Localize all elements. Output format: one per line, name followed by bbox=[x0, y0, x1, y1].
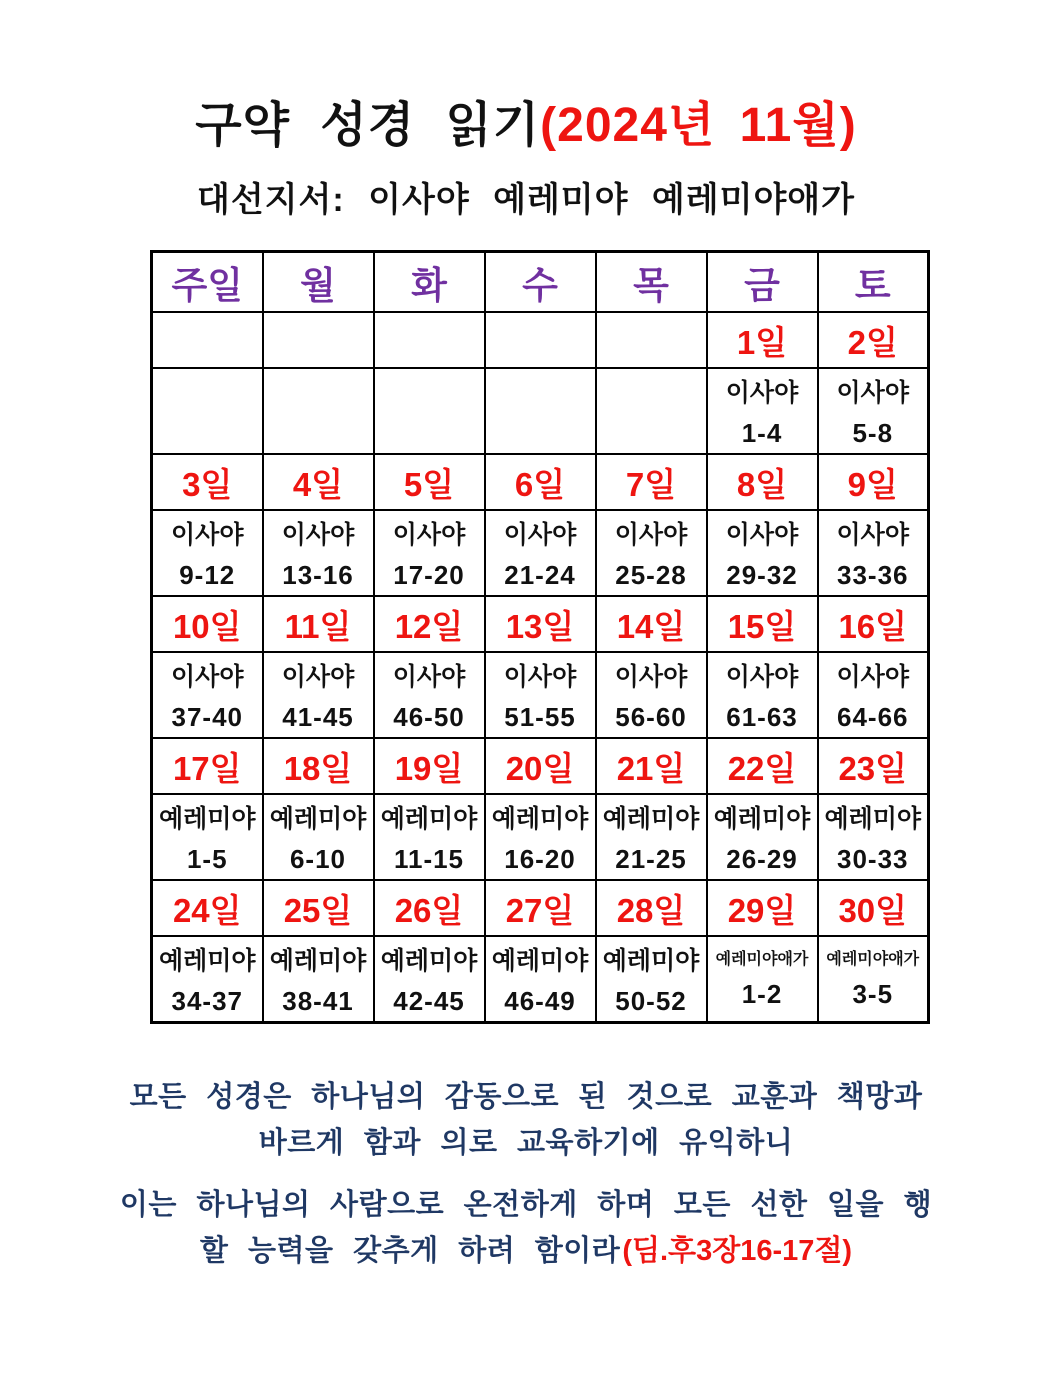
reading-chapter-range: 3-5 bbox=[852, 979, 894, 1009]
reading-row bbox=[152, 510, 929, 596]
weekday-header-row bbox=[152, 252, 929, 313]
reading-book-label: 예레미야 bbox=[602, 947, 700, 975]
reading-book-label: 예레미야 bbox=[491, 947, 589, 975]
day-number-cell: 3일 bbox=[152, 454, 263, 510]
reading-chapter-range: 29-32 bbox=[726, 560, 798, 590]
reading-book-label: 예레미야 bbox=[602, 805, 700, 833]
empty-reading-cell bbox=[485, 368, 596, 454]
day-number-cell: 5일 bbox=[374, 454, 485, 510]
empty-reading-cell bbox=[374, 368, 485, 454]
reading-book-label: 이사야 bbox=[836, 663, 909, 691]
reading-book-label: 이사야 bbox=[836, 521, 909, 549]
day-number-cell: 10일 bbox=[152, 596, 263, 652]
day-number-cell: 28일 bbox=[596, 880, 707, 936]
reading-cell bbox=[818, 652, 929, 738]
reading-cell bbox=[707, 368, 818, 454]
reading-book-label: 이사야 bbox=[392, 521, 466, 549]
reading-book-label: 이사야 bbox=[281, 663, 355, 691]
reading-book-label: 예레미야 bbox=[158, 947, 256, 975]
day-number-cell: 8일 bbox=[707, 454, 818, 510]
reading-row bbox=[152, 368, 929, 454]
reading-cell bbox=[485, 510, 596, 596]
reading-cell bbox=[374, 936, 485, 1023]
day-number-cell: 12일 bbox=[374, 596, 485, 652]
day-number-row bbox=[152, 596, 929, 652]
day-number-cell: 18일 bbox=[263, 738, 374, 794]
reading-chapter-range: 34-37 bbox=[171, 986, 243, 1016]
reading-cell bbox=[485, 652, 596, 738]
reading-book-label: 이사야 bbox=[614, 521, 688, 549]
reading-chapter-range: 37-40 bbox=[171, 702, 243, 732]
reading-cell bbox=[707, 936, 818, 1023]
day-number-cell: 30일 bbox=[818, 880, 929, 936]
verse-line-4 bbox=[0, 1228, 1052, 1274]
day-number-row bbox=[152, 738, 929, 794]
reading-chapter-range: 1-4 bbox=[741, 418, 783, 448]
empty-day-cell bbox=[596, 312, 707, 368]
reading-cell bbox=[152, 936, 263, 1023]
reading-book-label: 이사야 bbox=[725, 663, 799, 691]
verse-line-1: 모든 성경은 하나님의 감동으로 된 것으로 교훈과 책망과 bbox=[129, 1081, 923, 1113]
page-title bbox=[0, 86, 1052, 155]
reading-chapter-range: 16-20 bbox=[504, 844, 576, 874]
reading-cell bbox=[152, 510, 263, 596]
day-number-row bbox=[152, 312, 929, 368]
reading-cell bbox=[263, 794, 374, 880]
reading-cell bbox=[485, 794, 596, 880]
reading-book-label: 이사야 bbox=[725, 379, 799, 407]
reading-cell bbox=[596, 652, 707, 738]
reading-row bbox=[152, 652, 929, 738]
reading-cell bbox=[596, 510, 707, 596]
reading-chapter-range: 26-29 bbox=[726, 844, 798, 874]
empty-day-cell bbox=[374, 312, 485, 368]
reading-chapter-range: 1-5 bbox=[186, 844, 228, 874]
day-number-cell: 11일 bbox=[263, 596, 374, 652]
empty-reading-cell bbox=[596, 368, 707, 454]
reading-book-label: 예레미야 bbox=[380, 805, 478, 833]
reading-book-label: 이사야 bbox=[614, 663, 688, 691]
reading-chapter-range: 46-49 bbox=[504, 986, 576, 1016]
verse-line-3: 이는 하나님의 사람으로 온전하게 하며 모든 선한 일을 행 bbox=[119, 1189, 933, 1221]
reading-chapter-range: 9-12 bbox=[179, 560, 236, 590]
day-number-row bbox=[152, 454, 929, 510]
reading-book-label: 이사야 bbox=[836, 379, 909, 407]
day-number-cell: 1일 bbox=[707, 312, 818, 368]
weekday-header-cell: 금 bbox=[707, 252, 818, 313]
day-number-cell: 7일 bbox=[596, 454, 707, 510]
empty-day-cell bbox=[263, 312, 374, 368]
reading-cell bbox=[485, 936, 596, 1023]
day-number-cell: 15일 bbox=[707, 596, 818, 652]
day-number-cell: 2일 bbox=[818, 312, 929, 368]
day-number-cell: 24일 bbox=[152, 880, 263, 936]
reading-cell bbox=[263, 652, 374, 738]
reading-calendar-table bbox=[150, 250, 930, 1024]
reading-cell bbox=[818, 794, 929, 880]
reading-book-label: 예레미야 bbox=[269, 947, 367, 975]
verse-paragraph-1 bbox=[0, 1074, 1052, 1166]
day-number-cell: 26일 bbox=[374, 880, 485, 936]
reading-book-label: 이사야 bbox=[503, 663, 577, 691]
reading-chapter-range: 38-41 bbox=[282, 986, 354, 1016]
reading-cell bbox=[596, 794, 707, 880]
day-number-cell: 19일 bbox=[374, 738, 485, 794]
reading-chapter-range: 46-50 bbox=[393, 702, 465, 732]
reading-cell bbox=[374, 510, 485, 596]
reading-chapter-range: 25-28 bbox=[615, 560, 687, 590]
reading-row bbox=[152, 936, 929, 1023]
reading-chapter-range: 21-25 bbox=[615, 844, 687, 874]
reading-book-label: 예레미야 bbox=[269, 805, 367, 833]
reading-book-label: 예레미야애가 bbox=[715, 951, 809, 968]
reading-chapter-range: 51-55 bbox=[504, 702, 576, 732]
reading-cell bbox=[596, 936, 707, 1023]
reading-book-label: 예레미야 bbox=[491, 805, 589, 833]
reading-cell bbox=[263, 936, 374, 1023]
weekday-header-cell: 토 bbox=[818, 252, 929, 313]
subtitle-books: 대선지서: 이사야 예레미야 예레미야애가 bbox=[196, 181, 855, 219]
day-number-cell: 6일 bbox=[485, 454, 596, 510]
day-number-row bbox=[152, 880, 929, 936]
weekday-header-cell: 화 bbox=[374, 252, 485, 313]
reading-chapter-range: 64-66 bbox=[837, 702, 909, 732]
reading-book-label: 이사야 bbox=[171, 521, 244, 549]
day-number-cell: 17일 bbox=[152, 738, 263, 794]
day-number-cell: 14일 bbox=[596, 596, 707, 652]
reading-book-label: 이사야 bbox=[725, 521, 799, 549]
reading-chapter-range: 42-45 bbox=[393, 986, 465, 1016]
reading-book-label: 이사야 bbox=[392, 663, 466, 691]
reading-chapter-range: 11-15 bbox=[393, 844, 465, 874]
reading-cell bbox=[374, 652, 485, 738]
page-title-month: (2024년 11월) bbox=[540, 99, 857, 152]
reading-cell bbox=[152, 652, 263, 738]
weekday-header-cell: 월 bbox=[263, 252, 374, 313]
reading-book-label: 예레미야 bbox=[380, 947, 478, 975]
day-number-cell: 20일 bbox=[485, 738, 596, 794]
day-number-cell: 29일 bbox=[707, 880, 818, 936]
reading-chapter-range: 6-10 bbox=[289, 844, 347, 874]
day-number-cell: 25일 bbox=[263, 880, 374, 936]
reading-cell bbox=[707, 794, 818, 880]
empty-reading-cell bbox=[152, 368, 263, 454]
reading-cell bbox=[707, 510, 818, 596]
reading-chapter-range: 5-8 bbox=[852, 418, 894, 448]
reading-book-label: 이사야 bbox=[281, 521, 355, 549]
day-number-cell: 22일 bbox=[707, 738, 818, 794]
empty-reading-cell bbox=[263, 368, 374, 454]
day-number-cell: 9일 bbox=[818, 454, 929, 510]
verse-paragraph-2 bbox=[0, 1182, 1052, 1274]
reading-book-label: 예레미야 bbox=[824, 805, 922, 833]
empty-day-cell bbox=[485, 312, 596, 368]
reading-chapter-range: 17-20 bbox=[393, 560, 465, 590]
verse-line-2: 바르게 함과 의로 교육하기에 유익하니 bbox=[258, 1127, 794, 1159]
reading-chapter-range: 21-24 bbox=[504, 560, 576, 590]
reading-cell bbox=[374, 794, 485, 880]
day-number-cell: 27일 bbox=[485, 880, 596, 936]
reading-cell bbox=[818, 936, 929, 1023]
reading-chapter-range: 50-52 bbox=[615, 986, 687, 1016]
weekday-header-cell: 수 bbox=[485, 252, 596, 313]
reading-chapter-range: 41-45 bbox=[282, 702, 354, 732]
reading-chapter-range: 61-63 bbox=[726, 702, 798, 732]
verse-line-4-text: 할 능력을 갖추게 하려 함이라 bbox=[199, 1235, 621, 1267]
empty-day-cell bbox=[152, 312, 263, 368]
reading-cell bbox=[707, 652, 818, 738]
page-title-main: 구약 성경 읽기 bbox=[195, 99, 541, 152]
reading-row bbox=[152, 794, 929, 880]
reading-book-label: 예레미야애가 bbox=[826, 951, 920, 968]
reading-cell bbox=[818, 368, 929, 454]
verse-reference: (딤.후3장16-17절) bbox=[622, 1235, 853, 1267]
day-number-cell: 4일 bbox=[263, 454, 374, 510]
reading-book-label: 이사야 bbox=[503, 521, 577, 549]
weekday-header-cell: 주일 bbox=[152, 252, 263, 313]
day-number-cell: 13일 bbox=[485, 596, 596, 652]
reading-cell bbox=[818, 510, 929, 596]
day-number-cell: 21일 bbox=[596, 738, 707, 794]
reading-book-label: 이사야 bbox=[171, 663, 244, 691]
reading-chapter-range: 1-2 bbox=[741, 979, 783, 1009]
reading-cell bbox=[152, 794, 263, 880]
reading-chapter-range: 13-16 bbox=[282, 560, 354, 590]
reading-book-label: 예레미야 bbox=[158, 805, 256, 833]
reading-cell bbox=[263, 510, 374, 596]
day-number-cell: 16일 bbox=[818, 596, 929, 652]
weekday-header-cell: 목 bbox=[596, 252, 707, 313]
reading-chapter-range: 33-36 bbox=[837, 560, 909, 590]
reading-book-label: 예레미야 bbox=[713, 805, 811, 833]
reading-chapter-range: 30-33 bbox=[837, 844, 909, 874]
day-number-cell: 23일 bbox=[818, 738, 929, 794]
reading-chapter-range: 56-60 bbox=[615, 702, 687, 732]
